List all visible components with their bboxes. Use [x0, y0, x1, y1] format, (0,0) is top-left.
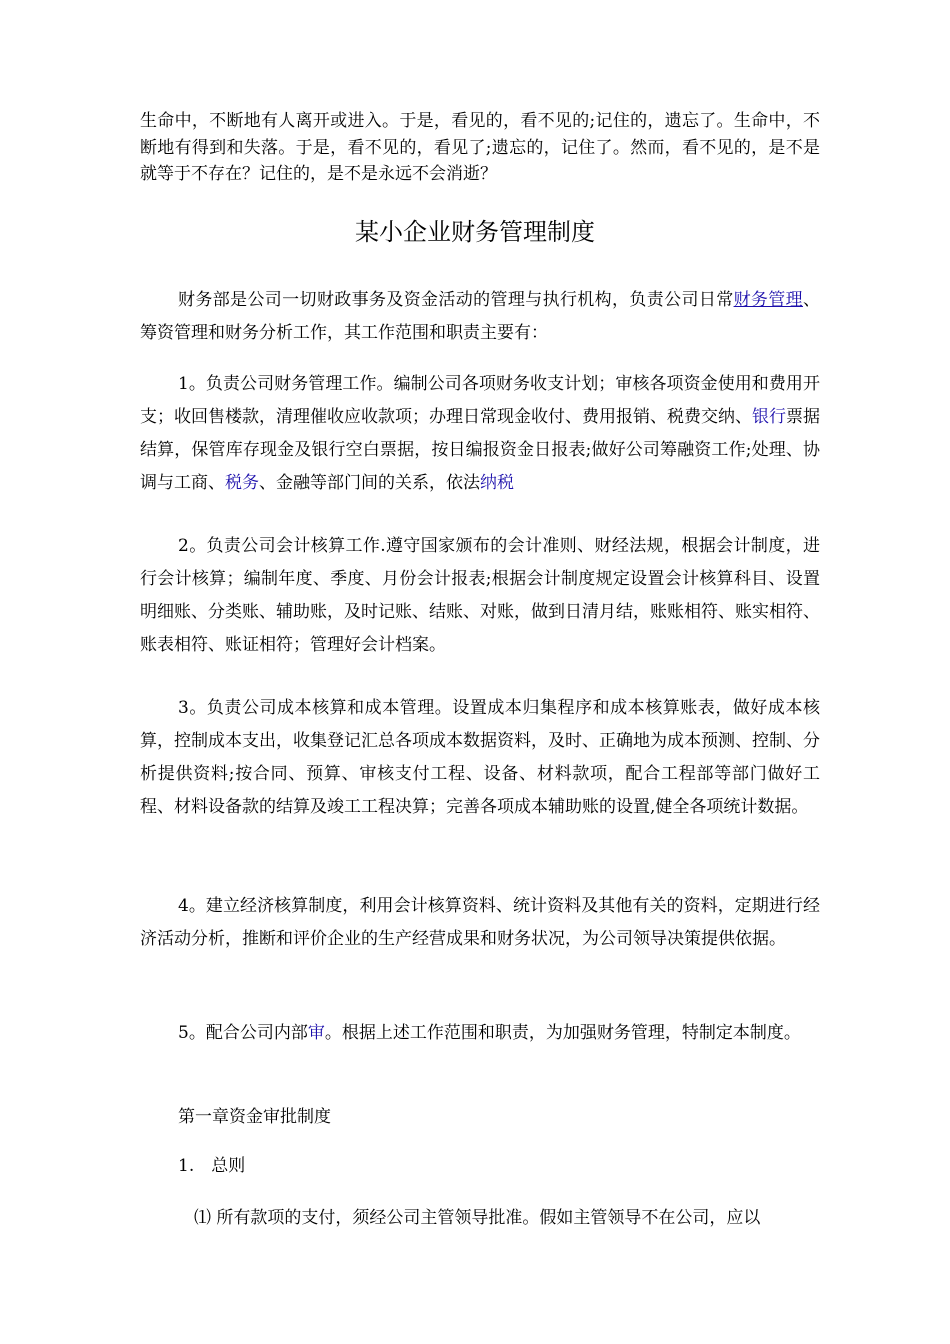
audit-link[interactable]: 审: [307, 1023, 325, 1043]
item-5-paragraph: [140, 1017, 820, 1050]
main-paragraph-text-before: 财务部是公司一切财政事务及资金活动的管理与执行机构，负责公司日常: [178, 290, 734, 310]
item-3-paragraph: 3。负责公司成本核算和成本管理。设置成本归集程序和成本核算账表，做好成本核算，控制成本支出，收集登记汇总各项成本数据资料，及时、正确地为成本预测、控制、分析提供资料;按合同、预算、审核支付工程、设备、材料款项，配合工程部等部门做好工程、材料设备款的结算及竣工工程决算；完善各项成本辅助账的设置,健全各项统计数据。: [140, 698, 820, 817]
finance-management-link[interactable]: 财务管理: [733, 290, 804, 310]
section-1-heading: 1. 总则: [178, 1156, 246, 1176]
item-1-text-a: 1。负责公司财务管理工作。编制公司各项财务收支计划；审核各项资金使用和费用开支；收回售楼款，清理催收应收款项；办理日常现金收付、费用报销、税费交纳、: [140, 374, 820, 427]
item-1-paragraph: [140, 368, 820, 500]
bank-link[interactable]: 银行: [752, 407, 786, 427]
document-title: 某小企业财务管理制度: [355, 218, 595, 246]
item-1-text-b: 票据结算，保管库存现金及银行空白票据，按日编报资金日报表;做好公司筹融资工作;处理、协调与工商、: [140, 407, 820, 493]
clause-1-text: ⑴ 所有款项的支付，须经公司主管领导批准。假如主管领导不在公司，应以: [194, 1208, 761, 1228]
item-1-text-c: 、金融等部门间的关系，依法: [259, 473, 480, 493]
chapter-1-heading: 第一章资金审批制度: [178, 1107, 331, 1127]
main-paragraph: [140, 284, 820, 350]
tax-affairs-link[interactable]: 税务: [225, 473, 259, 493]
item-2-paragraph: 2。负责公司会计核算工作.遵守国家颁布的会计准则、财经法规，根据会计制度，进行会计核算；编制年度、季度、月份会计报表;根据会计制度规定设置会计核算科目、设置明细账、分类账、辅助账，及时记账、结账、对账，做到日清月结，账账相符、账实相符、账表相符、账证相符；管理好会计档案。: [140, 536, 820, 655]
item-4-paragraph: 4。建立经济核算制度，利用会计核算资料、统计资料及其他有关的资料，定期进行经济活动分析，推断和评价企业的生产经营成果和财务状况，为公司领导决策提供依据。: [140, 896, 820, 949]
main-paragraph-text-after: 、筹资管理和财务分析工作，其工作范围和职责主要有：: [140, 290, 821, 343]
tax-payment-link[interactable]: 纳税: [480, 473, 514, 493]
item-5-text-before: 5。配合公司内部: [178, 1023, 308, 1043]
item-5-text-after: 。根据上述工作范围和职责，为加强财务管理，特制定本制度。: [324, 1023, 801, 1043]
intro-paragraph: 生命中，不断地有人离开或进入。于是，看见的，看不见的;记住的，遗忘了。生命中，不断地有得到和失落。于是，看不见的，看见了;遗忘的，记住了。然而，看不见的，是不是就等于不存在？记住的，是不是永远不会消逝？: [140, 111, 820, 184]
